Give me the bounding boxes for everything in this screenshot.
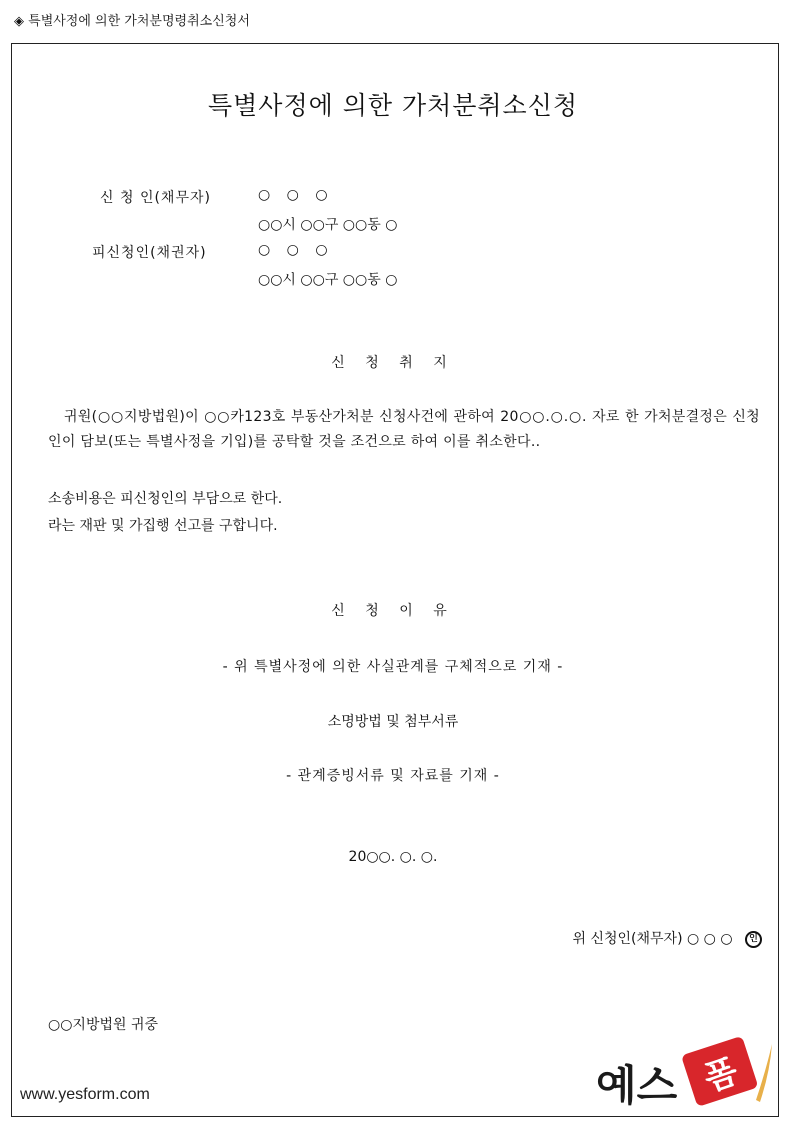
evidence-heading: 소명방법 및 첨부서류 xyxy=(327,714,459,730)
logo-text: 예스 xyxy=(596,1061,678,1110)
purpose-heading: 신 청 취 지 xyxy=(331,355,455,371)
document-date: 20○○. ○. ○. xyxy=(348,849,438,865)
yesform-logo xyxy=(596,1030,776,1112)
reason-heading: 신 청 이 유 xyxy=(331,603,455,619)
evidence-note: - 관계증빙서류 및 자료를 기재 - xyxy=(286,768,500,784)
applicant-label: 신 청 인(채무자) xyxy=(100,190,211,206)
purpose-line-costs: 소송비용은 피신청인의 부담으로 한다. xyxy=(48,491,283,507)
header-caption: ◈ 특별사정에 의한 가처분명령취소신청서 xyxy=(14,14,250,29)
purpose-line-request: 라는 재판 및 가집행 선고를 구합니다. xyxy=(48,518,278,534)
applicant-name: ○ ○ ○ xyxy=(258,187,334,203)
respondent-address: ○○시 ○○구 ○○동 ○ xyxy=(258,272,398,288)
logo-badge-text: 폼 xyxy=(699,1051,743,1100)
respondent-label: 피신청인(채권자) xyxy=(92,245,207,261)
footer-site-url: www.yesform.com xyxy=(20,1086,150,1103)
signature-text: 위 신청인(채무자) ○ ○ ○ xyxy=(572,931,733,947)
reason-note: - 위 특별사정에 의한 사실관계를 구체적으로 기재 - xyxy=(222,659,564,675)
logo-quill-icon xyxy=(756,1044,772,1102)
court-addressee: ○○지방법원 귀중 xyxy=(48,1017,159,1033)
seal-mark: 인 xyxy=(745,931,762,948)
respondent-name: ○ ○ ○ xyxy=(258,242,334,258)
applicant-address: ○○시 ○○구 ○○동 ○ xyxy=(258,217,398,233)
purpose-paragraph: 귀원(○○지방법원)이 ○○카123호 부동산가처분 신청사건에 관하여 20○○.○.○. 자로 한 가처분결정은 신청인이 담보(또는 특별사정을 기입)를 공탁할 것을 조건으로 하여 이를 취소한다.. xyxy=(48,409,760,450)
signature-line xyxy=(573,928,763,948)
document-title: 특별사정에 의한 가처분취소신청 xyxy=(208,91,578,120)
